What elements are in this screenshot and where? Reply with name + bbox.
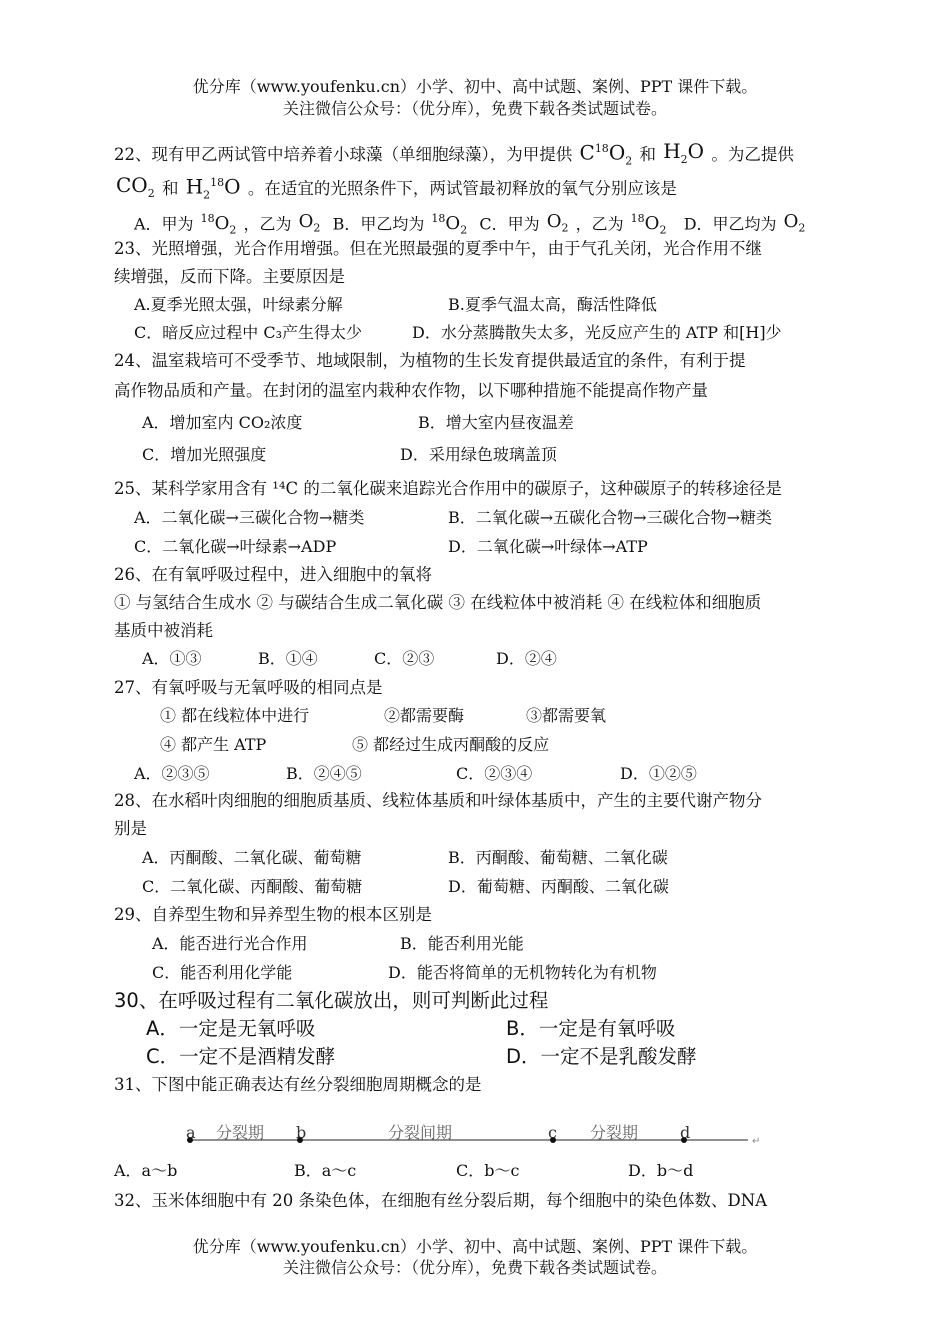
q28-opt-b: B．丙酮酸、葡萄糖、二氧化碳 bbox=[448, 848, 668, 867]
q30-opt-a: A．一定是无氧呼吸 bbox=[146, 1017, 316, 1040]
q25-stem: 25、某科学家用含有 ¹⁴C 的二氧化碳来追踪光合作用中的碳原子，这种碳原子的转移途径是 bbox=[114, 479, 782, 498]
q27-stem: 27、有氧呼吸与无氧呼吸的相同点是 bbox=[114, 678, 383, 697]
q27-opt-d: D．①②⑤ bbox=[620, 764, 697, 783]
q31-opt-c: C．b～c bbox=[456, 1161, 520, 1180]
header-line-2: 关注微信公众号：（优分库），免费下载各类试题试卷。 bbox=[282, 99, 667, 118]
chem-h2o: $H_2O$ bbox=[663, 138, 705, 166]
cell-cycle-diagram bbox=[160, 1122, 760, 1162]
q29-opt-b: B．能否利用光能 bbox=[400, 934, 524, 953]
point-d-label: d bbox=[680, 1123, 691, 1142]
q28-stem-a: 28、在水稻叶肉细胞的细胞质基质、线粒体基质和叶绿体基质中，产生的主要代谢产物分 bbox=[114, 791, 762, 810]
q29-stem: 29、自养型生物和异养型生物的根本区别是 bbox=[114, 905, 432, 924]
q27-item-2: ②都需要酶 bbox=[384, 706, 465, 725]
q26-opt-a: A．①③ bbox=[142, 649, 202, 668]
q23-opt-c: C．暗反应过程中 C₃产生得太少 bbox=[134, 323, 362, 342]
q27-item-4: ④ 都产生 ATP bbox=[160, 735, 267, 754]
q22-opt-d: D．甲乙均为 bbox=[683, 214, 777, 234]
q25-opt-d: D．二氧化碳→叶绿体→ATP bbox=[448, 537, 648, 556]
q30-opt-c: C．一定不是酒精发酵 bbox=[146, 1045, 336, 1068]
q24-opt-a: A．增加室内 CO₂浓度 bbox=[142, 413, 303, 432]
q27-item-3: ③都需要氧 bbox=[526, 706, 607, 725]
q24-stem-a: 24、温室栽培可不受季节、地域限制，为植物的生长发育提供最适宜的条件，有利于提 bbox=[114, 351, 746, 370]
q32-stem: 32、玉米体细胞中有 20 条染色体，在细胞有丝分裂后期，每个细胞中的染色体数、DNA bbox=[114, 1191, 768, 1210]
segment-2-label: 分裂间期 bbox=[388, 1123, 453, 1142]
q22-options bbox=[134, 208, 807, 242]
chem-o2-c: $O_2$ bbox=[546, 210, 569, 235]
q22-stem-a: 22、现有甲乙两试管中培养着小球藻（单细胞绿藻），为甲提供 bbox=[114, 144, 573, 164]
footer-line-1: 优分库（www.youfenku.cn）小学、初中、高中试题、案例、PPT 课件下载。 bbox=[192, 1237, 758, 1256]
q30-opt-b: B．一定是有氧呼吸 bbox=[506, 1017, 676, 1040]
q27-opt-a: A．②③⑤ bbox=[134, 764, 210, 783]
q22-opt-a2: ，乙为 bbox=[243, 214, 292, 234]
q28-stem-b: 别是 bbox=[114, 819, 147, 838]
chem-c18o2: $C^{18}O_2$ bbox=[579, 140, 633, 168]
q27-opt-c: C．②③④ bbox=[456, 764, 533, 783]
q23-opt-b: B.夏季气温太高，酶活性降低 bbox=[448, 295, 657, 314]
chem-18o2-c: $^{18}O_2$ bbox=[630, 212, 667, 237]
point-c-label: c bbox=[548, 1123, 557, 1142]
q27-item-5: ⑤ 都经过生成丙酮酸的反应 bbox=[352, 735, 550, 754]
q25-opt-c: C．二氧化碳→叶绿素→ADP bbox=[134, 537, 337, 556]
q28-opt-a: A．丙酮酸、二氧化碳、葡萄糖 bbox=[142, 848, 362, 867]
q27-item-1: ① 都在线粒体中进行 bbox=[160, 706, 310, 725]
q24-opt-c: C．增加光照强度 bbox=[142, 445, 267, 464]
header-line-1: 优分库（www.youfenku.cn）小学、初中、高中试题、案例、PPT 课件下载。 bbox=[192, 77, 758, 96]
chem-o2-d: $O_2$ bbox=[783, 210, 806, 235]
q24-opt-b: B．增大室内昼夜温差 bbox=[418, 413, 574, 432]
q22-opt-c: C．甲为 bbox=[479, 214, 540, 234]
q23-stem-b: 续增强，反而下降。主要原因是 bbox=[114, 267, 345, 286]
chem-co2: $CO_2$ bbox=[116, 172, 155, 200]
q25-opt-b: B．二氧化碳→五碳化合物→三碳化合物→糖类 bbox=[448, 508, 772, 527]
chem-o2: $O_2$ bbox=[298, 210, 321, 235]
q29-opt-d: D．能否将简单的无机物转化为有机物 bbox=[388, 963, 657, 982]
point-a-label: a bbox=[186, 1123, 196, 1142]
chem-18o2: $^{18}O_2$ bbox=[200, 212, 237, 237]
svg-text:↵: ↵ bbox=[752, 1136, 760, 1147]
q22-stem-b: 。为乙提供 bbox=[711, 144, 794, 164]
q23-stem-a: 23、光照增强，光合作用增强。但在光照最强的夏季中午，由于气孔关闭，光合作用不继 bbox=[114, 239, 762, 258]
q28-opt-c: C．二氧化碳、丙酮酸、葡萄糖 bbox=[142, 877, 363, 896]
q27-opt-b: B．②④⑤ bbox=[286, 764, 362, 783]
q26-items-a: ① 与氢结合生成水 ② 与碳结合生成二氧化碳 ③ 在线粒体中被消耗 ④ 在线粒体和细胞质 bbox=[114, 593, 762, 612]
segment-3-label: 分裂期 bbox=[590, 1123, 639, 1142]
q22-opt-a: A．甲为 bbox=[134, 214, 194, 234]
point-b-label: b bbox=[296, 1123, 307, 1142]
q24-opt-d: D．采用绿色玻璃盖顶 bbox=[400, 445, 557, 464]
q31-opt-d: D．b～d bbox=[628, 1161, 694, 1180]
q26-opt-b: B．①④ bbox=[258, 649, 318, 668]
q31-stem: 31、下图中能正确表达有丝分裂细胞周期概念的是 bbox=[114, 1075, 482, 1094]
q28-opt-d: D．葡萄糖、丙酮酸、二氧化碳 bbox=[448, 877, 669, 896]
q26-opt-d: D．②④ bbox=[496, 649, 557, 668]
q22-stem-c: 。在适宜的光照条件下，两试管最初释放的氧气分别应该是 bbox=[247, 178, 677, 198]
chem-18o2-b: $^{18}O_2$ bbox=[431, 212, 468, 237]
q22-stem-line-2 bbox=[114, 172, 677, 207]
q31-opt-a: A．a～b bbox=[114, 1161, 178, 1180]
q22-opt-c2: ，乙为 bbox=[575, 214, 624, 234]
q22-he2: 和 bbox=[161, 178, 179, 198]
footer-line-2: 关注微信公众号：（优分库），免费下载各类试题试卷。 bbox=[282, 1258, 667, 1277]
q31-opt-b: B．a～c bbox=[294, 1161, 357, 1180]
q23-opt-a: A.夏季光照太强，叶绿素分解 bbox=[134, 295, 343, 314]
q30-stem: 30、在呼吸过程有二氧化碳放出，则可判断此过程 bbox=[114, 989, 549, 1012]
q26-items-b: 基质中被消耗 bbox=[114, 621, 213, 640]
q24-stem-b: 高作物品质和产量。在封闭的温室内栽种农作物，以下哪种措施不能提高作物产量 bbox=[114, 381, 708, 400]
q30-opt-d: D．一定不是乳酸发酵 bbox=[506, 1045, 697, 1068]
q22-he: 和 bbox=[639, 144, 656, 164]
q29-opt-a: A．能否进行光合作用 bbox=[152, 934, 308, 953]
segment-1-label: 分裂期 bbox=[216, 1123, 265, 1142]
q29-opt-c: C．能否利用化学能 bbox=[152, 963, 293, 982]
q22-opt-b: B．甲乙均为 bbox=[332, 214, 425, 234]
q23-opt-d: D．水分蒸腾散失太多，光反应产生的 ATP 和[H]少 bbox=[412, 323, 782, 342]
q26-stem: 26、在有氧呼吸过程中，进入细胞中的氧将 bbox=[114, 565, 432, 584]
q22-stem-line-1 bbox=[114, 138, 794, 173]
q25-opt-a: A．二氧化碳→三碳化合物→糖类 bbox=[134, 508, 365, 527]
q26-opt-c: C．②③ bbox=[374, 649, 435, 668]
chem-h2-18o: $H_2^{18}O$ bbox=[185, 174, 241, 202]
